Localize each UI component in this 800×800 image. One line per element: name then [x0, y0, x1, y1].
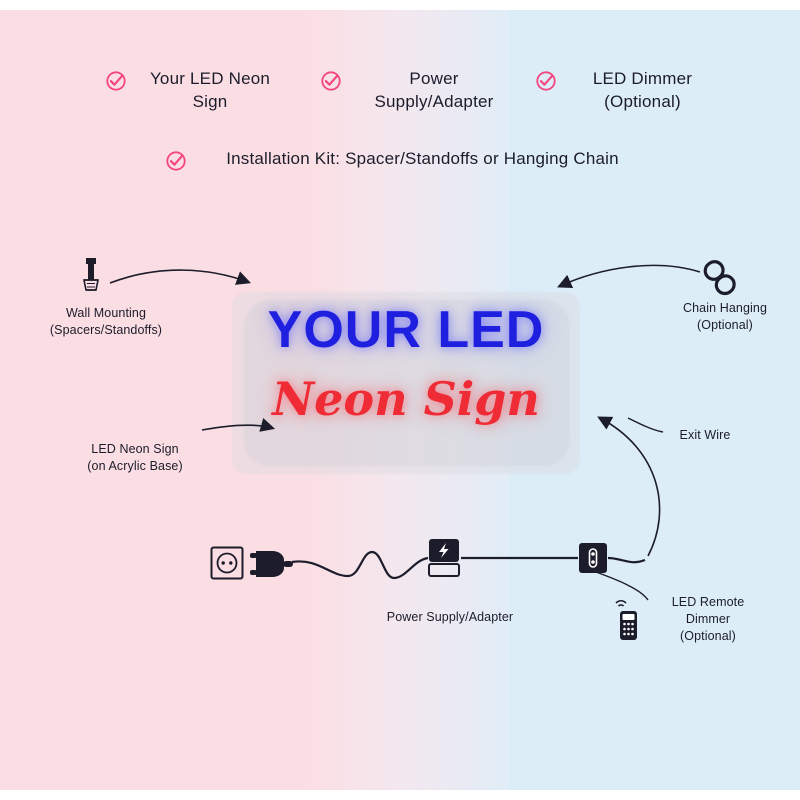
check-circle-icon [165, 150, 187, 172]
checklist-item-led-dimmer [535, 68, 725, 114]
checklist-label: Installation Kit: Spacer/Standoffs or Hanging Chain [226, 149, 619, 168]
checklist-label: Your LED Neon Sign [149, 69, 271, 111]
annotation-line-2: Dimmer [685, 611, 731, 626]
chain-link-icon [703, 258, 737, 303]
annotation-power-supply [350, 609, 550, 626]
check-circle-icon [535, 70, 557, 92]
annotation-exit-wire [660, 427, 750, 444]
neon-sign-line-1: YOUR LED [267, 301, 545, 359]
annotation-line-1: Wall Mounting [65, 306, 147, 320]
annotation-line-2: (on Acrylic Base) [87, 458, 183, 473]
annotation-line-1: Power Supply/Adapter [386, 610, 514, 624]
annotation-line-2: (Spacers/Standoffs) [49, 322, 163, 337]
annotation-chain-hanging [645, 300, 800, 334]
power-plug-icon [250, 542, 302, 591]
annotation-line-1: Chain Hanging [683, 301, 767, 315]
power-adapter-icon [427, 538, 461, 583]
annotation-wall-mounting [16, 305, 196, 339]
checklist-item-installation-kit [165, 148, 655, 172]
dimmer-module-icon [578, 542, 608, 579]
checklist-label: Power Supply/Adapter [374, 69, 494, 111]
annotation-line-2: (Optional) [697, 317, 753, 332]
annotation-line-1: Exit Wire [679, 428, 731, 442]
checklist-item-led-neon-sign [105, 68, 295, 114]
wall-socket-icon [210, 546, 244, 585]
top-white-margin [0, 0, 800, 10]
annotation-led-neon-sign [55, 441, 215, 475]
annotation-line-1: LED Remote [671, 595, 745, 609]
annotation-line-3: (Optional) [680, 628, 736, 643]
checklist-label: LED Dimmer (Optional) [592, 69, 693, 111]
remote-control-icon [612, 598, 644, 647]
checklist-item-power-supply [320, 68, 525, 114]
annotation-led-remote-dimmer [643, 594, 773, 645]
screw-bolt-icon [78, 256, 104, 305]
check-circle-icon [320, 70, 342, 92]
bottom-white-margin [0, 790, 800, 800]
annotation-line-1: LED Neon Sign [91, 442, 179, 456]
check-circle-icon [105, 70, 127, 92]
neon-sign-line-2: Neon Sign [272, 372, 540, 426]
